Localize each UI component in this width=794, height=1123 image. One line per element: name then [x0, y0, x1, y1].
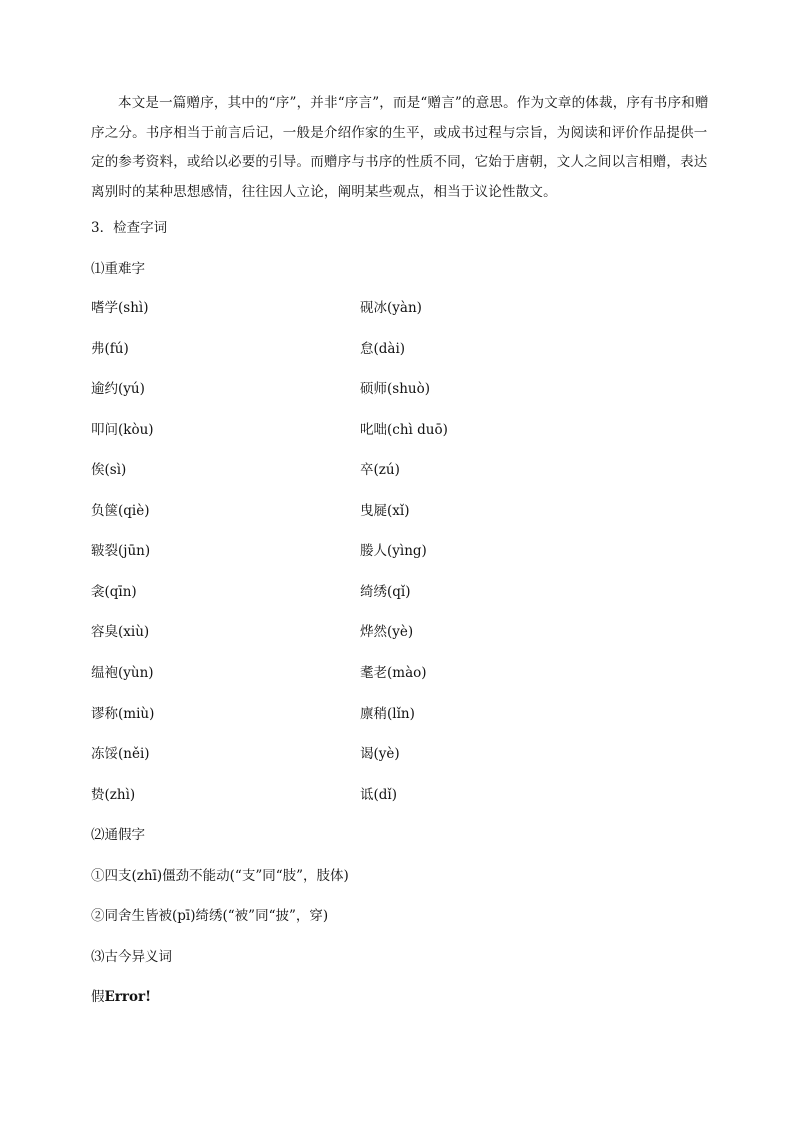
- vocab-item: 砚冰(yàn): [360, 300, 422, 316]
- vocab-item: 卒(zú): [360, 462, 400, 478]
- intro-paragraph: 本文是一篇赠序，其中的“序”，并非“序言”，而是“赠言”的意思。作为文章的体裁，序有书序和赠序之分。书序相当于前言后记，一般是介绍作家的生平，或成书过程与宗旨，为阅读和评价作品提供一定的参考资料，或给以必要的引导。而赠序与书序的性质不同，它始于唐朝，文人之间以言相赠，表达离别时的某种思想感情，往往因人立论，阐明某些观点，相当于议论性散文。: [91, 95, 709, 200]
- subsection-heading-ancient-modern: ⑶古今异义词: [91, 949, 172, 965]
- vocab-item: 谒(yè): [360, 746, 400, 762]
- vocab-item: 曳屣(xǐ): [360, 503, 410, 519]
- subsection-heading-tongjia: ⑵通假字: [91, 827, 145, 843]
- vocab-item: 耄老(mào): [360, 665, 427, 681]
- vocab-item: 烨然(yè): [360, 624, 414, 640]
- vocab-item: 谬称(miù): [91, 706, 155, 722]
- vocab-item: 俟(sì): [91, 462, 127, 478]
- vocab-item: 怠(dài): [360, 341, 406, 357]
- vocab-item: 嗜学(shì): [91, 300, 149, 316]
- vocab-item: 叱咄(chì duō): [360, 422, 448, 438]
- vocab-item: 缊袍(yùn): [91, 665, 154, 681]
- vocab-item: 衾(qīn): [91, 584, 137, 600]
- vocab-item: 硕师(shuò): [360, 381, 430, 397]
- vocab-item: 诋(dǐ): [360, 787, 397, 803]
- field-error-text: Error!: [104, 989, 152, 1005]
- section-heading: 3．检查字词: [91, 220, 168, 236]
- vocab-item: 冻馁(něi): [91, 746, 150, 762]
- vocab-item: 负箧(qiè): [91, 503, 150, 519]
- vocab-item: 叩问(kòu): [91, 422, 154, 438]
- tongjia-item: ①四支(zhī)僵劲不能动(“支”同“肢”，肢体): [91, 868, 349, 884]
- vocab-item: 贽(zhì): [91, 787, 136, 803]
- subsection-heading-difficult-characters: ⑴重难字: [91, 261, 145, 277]
- vocab-item: 媵人(yìng): [360, 543, 427, 559]
- vocab-item: 绮绣(qǐ): [360, 584, 411, 600]
- tongjia-item: ②同舍生皆被(pī)绮绣(“被”同“披”，穿): [91, 908, 329, 924]
- last-line-prefix: 假: [91, 989, 105, 1005]
- vocab-item: 逾约(yú): [91, 381, 145, 397]
- vocab-item: 容臭(xiù): [91, 624, 150, 640]
- vocab-item: 皲裂(jūn): [91, 543, 151, 559]
- vocab-item: 弗(fú): [91, 341, 129, 357]
- vocab-item: 廪稍(lǐn): [360, 706, 415, 722]
- last-line: [91, 988, 151, 1006]
